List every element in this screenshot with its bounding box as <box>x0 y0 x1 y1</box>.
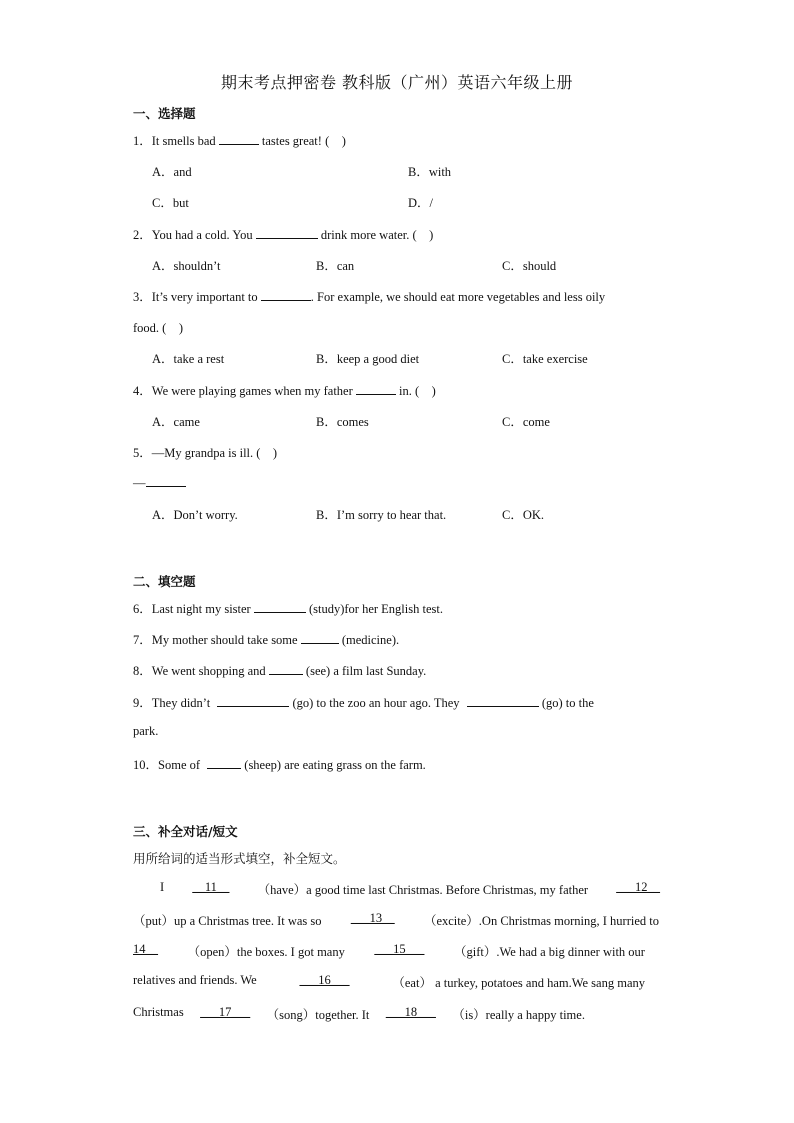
option-a: A．shouldn’t <box>152 259 221 273</box>
question-6 <box>133 599 443 617</box>
question-text: We were playing games when my father <box>151 384 353 398</box>
question-text: in. ( ) <box>399 384 436 398</box>
question-number: 9． <box>133 696 152 710</box>
answer-blank <box>301 631 339 644</box>
question-text: (medicine). <box>341 633 400 647</box>
passage-line-1 <box>160 880 660 898</box>
option-b: B．with <box>408 165 452 179</box>
dash: — <box>133 476 146 490</box>
answer-blank <box>219 132 259 145</box>
passage-line-3 <box>133 942 645 960</box>
question-text: You had a cold. You <box>151 228 253 242</box>
question-number: 8． <box>133 664 152 678</box>
question-3 <box>133 287 605 305</box>
question-number: 5． <box>133 446 152 460</box>
question-number: 1． <box>133 134 152 148</box>
question-text: (sheep) are eating grass on the farm. <box>244 758 426 772</box>
option-a: A．came <box>152 415 200 429</box>
question-text: They didn’t <box>151 696 211 710</box>
blank-14: 14__ <box>133 942 158 956</box>
question-text: (go) to the <box>541 696 594 710</box>
answer-blank <box>146 474 186 487</box>
answer-blank <box>269 662 303 675</box>
answer-blank <box>261 288 311 301</box>
answer-blank <box>254 600 306 613</box>
option-b: B．comes <box>316 415 369 429</box>
answer-blank <box>356 382 396 395</box>
question-9-continued: park. <box>133 724 159 738</box>
passage-text: （excite）.On Christmas morning, I hurried to <box>423 914 659 928</box>
question-number: 10． <box>133 758 159 772</box>
question-text: (see) a film last Sunday. <box>305 664 427 678</box>
option-b: B．I’m sorry to hear that. <box>316 508 447 522</box>
question-number: 2． <box>133 228 152 242</box>
question-text: Some of <box>158 758 201 772</box>
option-b: B．can <box>316 259 355 273</box>
option-a: A．Don’t worry. <box>152 508 238 522</box>
question-text: drink more water. ( ) <box>320 228 434 242</box>
option-c: C．take exercise <box>502 352 588 366</box>
passage-text: （is）really a happy time. <box>452 1008 585 1022</box>
question-5 <box>133 443 277 461</box>
question-3-continued: food. ( ) <box>133 321 183 335</box>
question-10 <box>133 755 426 773</box>
blank-13: ___13__ <box>350 911 395 925</box>
question-text: (study)for her English test. <box>308 602 443 616</box>
answer-blank <box>217 694 289 707</box>
passage-text: （open）the boxes. I got many <box>187 945 345 959</box>
question-number: 7． <box>133 633 152 647</box>
question-text: (go) to the zoo an hour ago. They <box>292 696 460 710</box>
option-b: B．keep a good diet <box>316 352 420 366</box>
passage-text: （put）up a Christmas tree. It was so <box>133 914 322 928</box>
question-8 <box>133 661 426 679</box>
question-5-reply <box>133 474 186 491</box>
answer-blank <box>467 694 539 707</box>
question-1 <box>133 131 346 149</box>
passage-text: （have）a good time last Christmas. Before Christmas, my father <box>257 883 589 897</box>
section-heading-passage: 三、补全对话/短文 <box>133 824 238 839</box>
answer-blank <box>207 756 241 769</box>
option-c: C．but <box>152 196 189 210</box>
question-9 <box>133 693 594 711</box>
page-title: 期末考点押密卷 教科版（广州）英语六年级上册 <box>220 73 574 92</box>
option-c: C．OK. <box>502 508 545 522</box>
question-text: tastes great! ( ) <box>261 134 346 148</box>
question-text: It smells bad <box>151 134 216 148</box>
question-text: Last night my sister <box>151 602 251 616</box>
answer-blank <box>256 226 318 239</box>
option-c: C．come <box>502 415 550 429</box>
passage-text: Christmas <box>133 1005 184 1019</box>
option-c: C．should <box>502 259 557 273</box>
blank-18: ___18___ <box>385 1005 436 1019</box>
blank-16: ___16___ <box>299 973 350 987</box>
passage-instruction: 用所给词的适当形式填空，补全短文。 <box>133 851 346 866</box>
passage-text: （song）together. It <box>266 1008 370 1022</box>
passage-text: relatives and friends. We <box>133 973 257 987</box>
passage-text: （eat） a turkey, potatoes and ham.We sang many <box>392 976 645 990</box>
question-7 <box>133 630 399 648</box>
passage-line-5 <box>133 1005 585 1023</box>
section-heading-fill: 二、填空题 <box>133 574 196 589</box>
question-number: 3． <box>133 290 152 304</box>
question-text: —My grandpa is ill. ( ) <box>151 446 278 460</box>
passage-text: （gift）.We had a big dinner with our <box>454 945 645 959</box>
blank-11: __11__ <box>192 880 230 894</box>
option-a: A．and <box>152 165 192 179</box>
passage-text: I <box>160 880 165 894</box>
question-text: My mother should take some <box>151 633 298 647</box>
blank-17: ___17___ <box>200 1005 251 1019</box>
question-4 <box>133 381 436 399</box>
question-2 <box>133 225 433 243</box>
blank-12: ___12__ <box>616 880 660 894</box>
option-d: D．/ <box>408 196 434 210</box>
question-text: We went shopping and <box>151 664 266 678</box>
question-number: 6． <box>133 602 152 616</box>
passage-line-4 <box>133 973 645 991</box>
blank-15: ___15___ <box>374 942 425 956</box>
passage-line-2 <box>133 911 659 929</box>
question-text: It’s very important to <box>151 290 258 304</box>
question-text: . For example, we should eat more vegetables and less oily <box>310 290 606 304</box>
question-number: 4． <box>133 384 152 398</box>
section-heading-choice: 一、选择题 <box>133 106 196 121</box>
option-a: A．take a rest <box>152 352 225 366</box>
